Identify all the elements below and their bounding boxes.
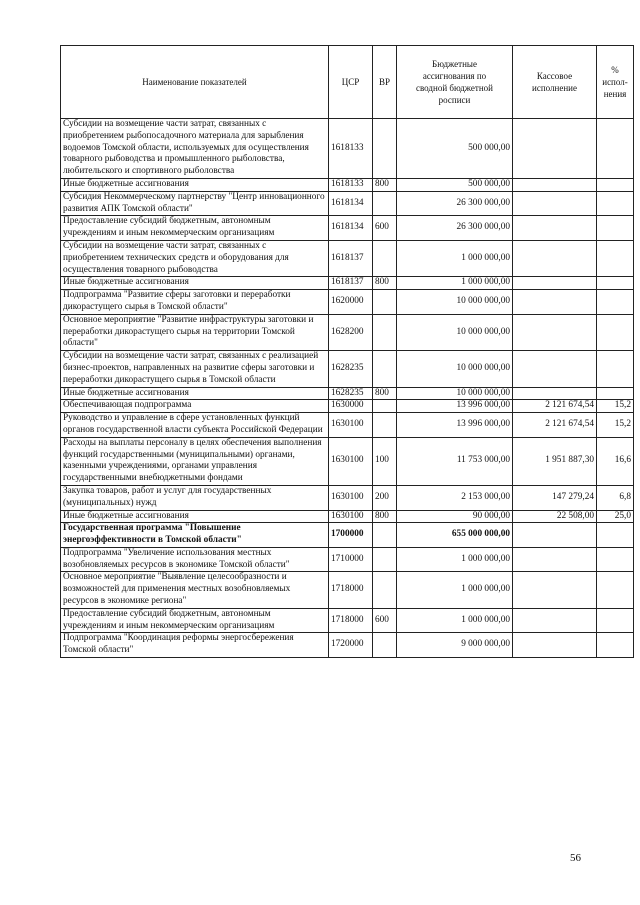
row-csr: 1700000 [329, 523, 373, 548]
row-percent [597, 547, 634, 572]
row-csr: 1618134 [329, 216, 373, 241]
row-cash [513, 119, 597, 179]
row-cash [513, 240, 597, 276]
row-vr [373, 547, 397, 572]
table-row [61, 277, 634, 290]
page-number: 56 [570, 852, 581, 864]
table-row [61, 608, 634, 633]
table-row [61, 400, 634, 413]
row-vr [373, 523, 397, 548]
row-csr: 1628235 [329, 351, 373, 387]
row-percent [597, 387, 634, 400]
row-vr [373, 119, 397, 179]
row-vr [373, 351, 397, 387]
table-row [61, 119, 634, 179]
row-vr: 800 [373, 387, 397, 400]
row-name: Подпрограмма "Развитие сферы заготовки и переработки дикорастущего сырья в Томской области" [61, 290, 329, 315]
row-vr: 800 [373, 277, 397, 290]
row-csr: 1630100 [329, 485, 373, 510]
table-row [61, 547, 634, 572]
row-name: Субсидия Некоммерческому партнерству "Центр инновационного развития АПК Томской области" [61, 191, 329, 216]
row-vr: 200 [373, 485, 397, 510]
row-cash [513, 387, 597, 400]
table-row [61, 387, 634, 400]
row-percent [597, 290, 634, 315]
row-cash [513, 277, 597, 290]
row-csr: 1630100 [329, 510, 373, 523]
row-percent [597, 608, 634, 633]
table-row [61, 413, 634, 438]
row-budget: 1 000 000,00 [397, 277, 513, 290]
row-name: Закупка товаров, работ и услуг для государственных (муниципальных) нужд [61, 485, 329, 510]
table-row [61, 191, 634, 216]
row-budget: 1 000 000,00 [397, 608, 513, 633]
table-row [61, 240, 634, 276]
table-header-row [61, 46, 634, 119]
row-percent [597, 277, 634, 290]
row-percent: 16,6 [597, 437, 634, 485]
header-name: Наименование показателей [61, 46, 329, 119]
row-name: Предоставление субсидий бюджетным, автономным учреждениям и иным некоммерческим организациям [61, 608, 329, 633]
row-name: Иные бюджетные ассигнования [61, 277, 329, 290]
row-vr [373, 572, 397, 608]
row-vr: 600 [373, 216, 397, 241]
row-budget: 13 996 000,00 [397, 400, 513, 413]
table-row-program [61, 523, 634, 548]
row-name: Субсидии на возмещение части затрат, связанных с приобретением технических средств и оборудования для осуществления товарного рыбоводства [61, 240, 329, 276]
header-budget: Бюджетные ассигнования по сводной бюджетной росписи [397, 46, 513, 119]
row-csr: 1620000 [329, 290, 373, 315]
table-row [61, 290, 634, 315]
row-cash [513, 608, 597, 633]
table-row [61, 216, 634, 241]
row-vr [373, 240, 397, 276]
row-name: Основное мероприятие "Развитие инфраструктуры заготовки и переработки дикорастущего сырья на территории Томской области" [61, 314, 329, 350]
row-csr: 1628200 [329, 314, 373, 350]
table-row [61, 437, 634, 485]
row-name: Подпрограмма "Увеличение использования местных возобновляемых ресурсов в экономике Томской области" [61, 547, 329, 572]
row-name: Основное мероприятие "Выявление целесообразности и возможностей для применения местных возобновляемых ресурсов в экономике региона" [61, 572, 329, 608]
budget-table [60, 45, 634, 658]
table-row [61, 485, 634, 510]
row-cash [513, 191, 597, 216]
row-percent [597, 314, 634, 350]
row-budget: 655 000 000,00 [397, 523, 513, 548]
row-vr [373, 191, 397, 216]
row-csr: 1718000 [329, 608, 373, 633]
table-row [61, 314, 634, 350]
row-budget: 2 153 000,00 [397, 485, 513, 510]
row-name: Государственная программа "Повышение энергоэффективности в Томской области" [61, 523, 329, 548]
table-row [61, 178, 634, 191]
row-cash [513, 633, 597, 658]
row-vr: 800 [373, 510, 397, 523]
row-vr [373, 290, 397, 315]
row-name: Иные бюджетные ассигнования [61, 178, 329, 191]
row-vr [373, 633, 397, 658]
table-row [61, 572, 634, 608]
row-budget: 10 000 000,00 [397, 314, 513, 350]
row-vr: 600 [373, 608, 397, 633]
row-csr: 1630100 [329, 413, 373, 438]
row-name: Обеспечивающая подпрограмма [61, 400, 329, 413]
row-percent [597, 178, 634, 191]
row-cash: 2 121 674,54 [513, 400, 597, 413]
table-row [61, 351, 634, 387]
row-budget: 11 753 000,00 [397, 437, 513, 485]
row-name: Иные бюджетные ассигнования [61, 387, 329, 400]
row-percent: 15,2 [597, 413, 634, 438]
row-budget: 500 000,00 [397, 119, 513, 179]
row-budget: 10 000 000,00 [397, 351, 513, 387]
row-csr: 1628235 [329, 387, 373, 400]
row-percent [597, 119, 634, 179]
row-csr: 1630000 [329, 400, 373, 413]
row-budget: 10 000 000,00 [397, 387, 513, 400]
table-row [61, 633, 634, 658]
row-cash [513, 572, 597, 608]
row-cash [513, 290, 597, 315]
row-csr: 1618133 [329, 119, 373, 179]
row-csr: 1720000 [329, 633, 373, 658]
row-cash: 22 508,00 [513, 510, 597, 523]
row-csr: 1710000 [329, 547, 373, 572]
row-budget: 1 000 000,00 [397, 547, 513, 572]
row-cash [513, 314, 597, 350]
row-cash: 1 951 887,30 [513, 437, 597, 485]
row-cash [513, 523, 597, 548]
row-cash: 2 121 674,54 [513, 413, 597, 438]
row-csr: 1618137 [329, 277, 373, 290]
row-name: Предоставление субсидий бюджетным, автономным учреждениям и иным некоммерческим организациям [61, 216, 329, 241]
row-percent [597, 191, 634, 216]
row-percent [597, 240, 634, 276]
row-vr: 100 [373, 437, 397, 485]
row-csr: 1618134 [329, 191, 373, 216]
row-name: Иные бюджетные ассигнования [61, 510, 329, 523]
row-percent [597, 572, 634, 608]
row-percent [597, 351, 634, 387]
row-budget: 26 300 000,00 [397, 191, 513, 216]
row-cash [513, 547, 597, 572]
row-vr [373, 314, 397, 350]
row-csr: 1718000 [329, 572, 373, 608]
row-budget: 1 000 000,00 [397, 240, 513, 276]
row-vr [373, 400, 397, 413]
header-csr: ЦСР [329, 46, 373, 119]
row-cash [513, 178, 597, 191]
row-percent: 6,8 [597, 485, 634, 510]
row-percent [597, 523, 634, 548]
row-budget: 500 000,00 [397, 178, 513, 191]
row-cash [513, 351, 597, 387]
header-cash: Кассовое исполнение [513, 46, 597, 119]
header-percent: % испол-нения [597, 46, 634, 119]
row-csr: 1618137 [329, 240, 373, 276]
row-percent [597, 633, 634, 658]
row-name: Субсидии на возмещение части затрат, связанных с приобретением рыбопосадочного материала для зарыбления водоемов Томской области, используемых для осуществления товарного рыбоводства и промышленного рыболовства, любительского и спортивного рыболовства [61, 119, 329, 179]
row-budget: 10 000 000,00 [397, 290, 513, 315]
row-budget: 9 000 000,00 [397, 633, 513, 658]
row-budget: 26 300 000,00 [397, 216, 513, 241]
row-budget: 90 000,00 [397, 510, 513, 523]
row-name: Расходы на выплаты персоналу в целях обеспечения выполнения функций государственными (муниципальными) органами, казенными учреждениями, органами управления государственными внебюджетными фондами [61, 437, 329, 485]
table-row [61, 510, 634, 523]
row-name: Подпрограмма "Координация реформы энергосбережения Томской области" [61, 633, 329, 658]
row-csr: 1630100 [329, 437, 373, 485]
row-vr [373, 413, 397, 438]
row-name: Руководство и управление в сфере установленных функций органов государственной власти субъекта Российской Федерации [61, 413, 329, 438]
row-cash: 147 279,24 [513, 485, 597, 510]
row-budget: 13 996 000,00 [397, 413, 513, 438]
row-percent [597, 216, 634, 241]
row-percent: 15,2 [597, 400, 634, 413]
row-csr: 1618133 [329, 178, 373, 191]
row-budget: 1 000 000,00 [397, 572, 513, 608]
row-percent: 25,0 [597, 510, 634, 523]
row-cash [513, 216, 597, 241]
header-vr: ВР [373, 46, 397, 119]
row-name: Субсидии на возмещение части затрат, связанных с реализацией бизнес-проектов, направленных на развитие сферы заготовки и переработки дикорастущего сырья в Томской области [61, 351, 329, 387]
row-vr: 800 [373, 178, 397, 191]
